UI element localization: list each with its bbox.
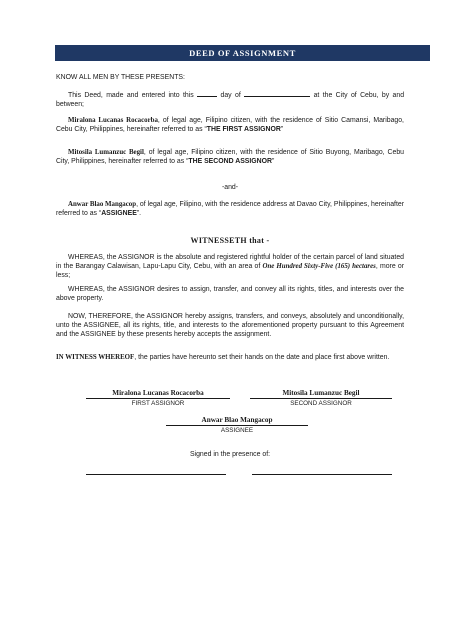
party3-paragraph [56,200,404,218]
party3-close: ”. [136,210,142,218]
assignee-line [166,425,308,426]
whereas1-paragraph [56,253,404,281]
document-title: DEED OF ASSIGNMENT [55,45,430,61]
whereas1-area: One Hundred Sixty-Five (165) hectares [262,263,376,271]
presence-text: Signed in the presence of: [189,451,271,458]
day-blank [197,90,217,97]
now-therefore-paragraph: NOW, THEREFORE, the ASSIGNOR hereby assigns, transfers, and conveys, absolutely and unconditionally, unto the ASSIGNEE, all its rights, title, and interests to the aforementioned property pursuant to this Agreement and the ASSIGNEE by these presents hereby accepts the assignment. [56,313,404,339]
party1-paragraph [56,116,404,134]
first-assignor-line [86,398,230,399]
and-separator: -and- [221,184,239,191]
deed-part3: at the City of Cebu, by and between; [56,92,405,109]
deed-paragraph [56,90,404,109]
assignee-role: ASSIGNEE [220,427,254,434]
party1-close: ” [280,126,284,134]
witness1-line [86,474,226,475]
party3-name: Anwar Blao Mangacop [68,201,137,208]
whereas2-paragraph: WHEREAS, the ASSIGNOR desires to assign, transfer, and convey all its rights, titles, and interests over the above property. [56,286,404,303]
second-assignor-line [250,398,392,399]
deed-part2: day of [220,92,241,99]
witnesseth-heading: WITNESSETH that - [190,236,270,245]
party1-text: , of legal age, Filipino citizen, with the residence of Sitio Camansi, Maribago, Cebu City, Philippines, hereinafter referred to as “ [56,117,404,134]
deed-part1: This Deed, made and entered into this [68,92,194,99]
witness-whereof-paragraph [56,353,404,362]
party2-ref: THE SECOND ASSIGNOR [188,158,272,166]
witness-lead: IN WITNESS WHEREOF [56,354,135,361]
first-assignor-name: Miralona Lucanas Rocacorba [112,389,204,397]
second-assignor-role: SECOND ASSIGNOR [290,400,352,407]
witness2-line [252,474,392,475]
party1-name: Miralona Lucanas Rocacorba [68,117,158,124]
party3-ref: ASSIGNEE [101,210,137,218]
first-assignor-role: FIRST ASSIGNOR [131,400,185,407]
party2-name: Mitosila Lumanzuc Begil [68,149,144,156]
party1-ref: THE FIRST ASSIGNOR [206,126,281,134]
second-assignor-name: Mitosila Lumanzuc Begil [282,389,360,397]
party2-paragraph [56,148,404,166]
intro-text: KNOW ALL MEN BY THESE PRESENTS: [56,74,185,81]
whereas1-tail: , more or less; [56,263,404,280]
month-blank [244,90,310,97]
assignee-name: Anwar Blao Mangacop [201,416,273,424]
witness-text: , the parties have hereunto set their hands on the date and place first above written. [134,354,390,361]
whereas1-text: WHEREAS, the ASSIGNOR is the absolute and registered rightful holder of the certain parcel of land situated in the Barangay Calawisan, Lapu-Lapu City, Cebu, with an area of [56,254,404,271]
party2-close: ” [271,158,275,166]
party2-text: , of legal age, Filipino citizen, with the residence of Sitio Buyong, Maribago, Cebu City, Philippines, hereinafter referred to as “ [56,149,404,166]
party3-text: , of legal age, Filipino, with the residence address at Davao City, Philippines, hereinafter referred to as “ [56,201,404,218]
